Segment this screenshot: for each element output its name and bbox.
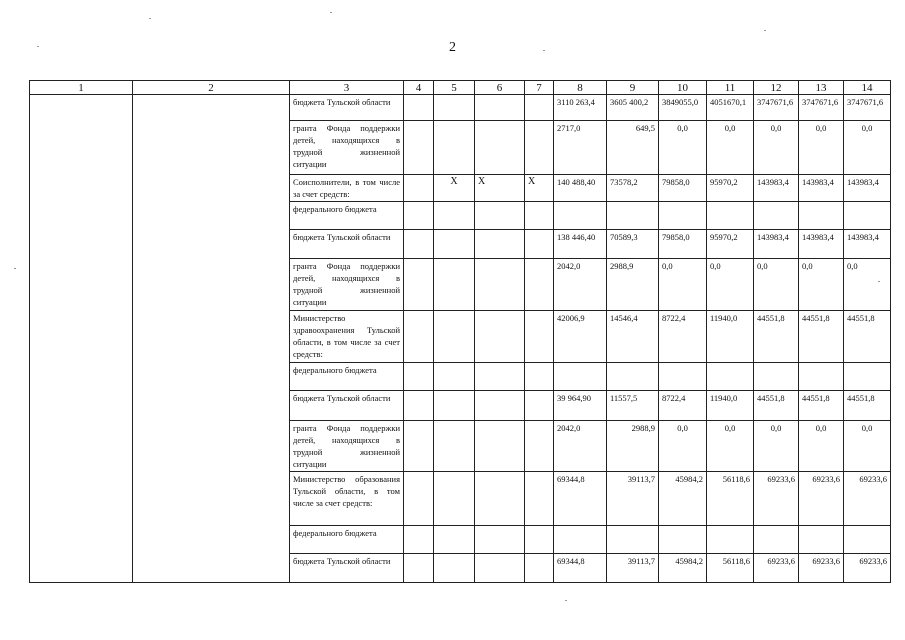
value-cell: 44551,8	[844, 311, 891, 363]
col6-cell	[475, 259, 525, 311]
value-cell	[754, 202, 799, 230]
col7-cell	[525, 421, 554, 472]
value-cell: 39113,7	[607, 554, 659, 583]
value-cell: 0,0	[659, 421, 707, 472]
value-cell: 0,0	[799, 259, 844, 311]
header-cell: 14	[844, 81, 891, 95]
header-cell: 8	[554, 81, 607, 95]
value-cell	[799, 202, 844, 230]
value-cell	[554, 363, 607, 391]
value-cell	[607, 202, 659, 230]
value-cell: 3747671,6	[754, 95, 799, 121]
col5-cell	[434, 230, 475, 259]
value-cell: 95970,2	[707, 230, 754, 259]
col5-cell	[434, 202, 475, 230]
col7-cell	[525, 202, 554, 230]
value-cell: 69233,6	[799, 554, 844, 583]
col6-cell	[475, 526, 525, 554]
value-cell: 138 446,40	[554, 230, 607, 259]
col7-cell	[525, 95, 554, 121]
value-cell: 3110 263,4	[554, 95, 607, 121]
value-cell	[707, 202, 754, 230]
value-cell: 44551,8	[754, 311, 799, 363]
value-cell: 143983,4	[844, 175, 891, 202]
value-cell	[554, 526, 607, 554]
value-cell: 8722,4	[659, 311, 707, 363]
value-cell	[659, 363, 707, 391]
value-cell: 143983,4	[799, 230, 844, 259]
col6-cell	[475, 230, 525, 259]
col7-cell	[525, 121, 554, 175]
value-cell: 44551,8	[799, 311, 844, 363]
col5-cell	[434, 95, 475, 121]
value-cell: 8722,4	[659, 391, 707, 421]
value-cell	[799, 363, 844, 391]
value-cell	[754, 363, 799, 391]
scan-speck	[543, 50, 545, 51]
value-cell: 69344,8	[554, 472, 607, 526]
value-cell: 69233,6	[844, 472, 891, 526]
page-number: 2	[449, 40, 456, 55]
value-cell: 0,0	[799, 121, 844, 175]
value-cell	[659, 202, 707, 230]
value-cell	[707, 526, 754, 554]
header-cell: 7	[525, 81, 554, 95]
value-cell: 143983,4	[799, 175, 844, 202]
value-cell: 56118,6	[707, 554, 754, 583]
value-cell: 649,5	[607, 121, 659, 175]
value-cell: 2042,0	[554, 421, 607, 472]
value-cell: 79858,0	[659, 230, 707, 259]
value-cell: 11940,0	[707, 311, 754, 363]
value-cell: 44551,8	[844, 391, 891, 421]
value-cell: 11557,5	[607, 391, 659, 421]
scan-speck	[878, 281, 880, 282]
budget-table	[29, 80, 891, 583]
header-cell: 10	[659, 81, 707, 95]
col7-cell	[525, 526, 554, 554]
col7-cell	[525, 554, 554, 583]
col4-cell	[404, 202, 434, 230]
col6-cell: Х	[475, 175, 525, 202]
value-cell	[554, 202, 607, 230]
row-description: Министерство здравоохранения Тульской области, в том числе за счет средств:	[290, 311, 404, 363]
value-cell: 44551,8	[754, 391, 799, 421]
scan-speck	[149, 18, 151, 19]
value-cell: 3747671,6	[799, 95, 844, 121]
col7-cell	[525, 363, 554, 391]
value-cell	[607, 526, 659, 554]
col1-merged-cell	[30, 95, 133, 583]
header-cell: 5	[434, 81, 475, 95]
row-description: гранта Фонда поддержки детей, находящихся в трудной жизненной ситуации	[290, 121, 404, 175]
header-cell: 12	[754, 81, 799, 95]
value-cell: 73578,2	[607, 175, 659, 202]
col6-cell	[475, 391, 525, 421]
value-cell: 0,0	[844, 121, 891, 175]
value-cell: 3747671,6	[844, 95, 891, 121]
header-cell: 1	[30, 81, 133, 95]
value-cell	[844, 526, 891, 554]
value-cell: 69233,6	[754, 472, 799, 526]
col4-cell	[404, 121, 434, 175]
value-cell	[659, 526, 707, 554]
col7-cell	[525, 472, 554, 526]
value-cell: 44551,8	[799, 391, 844, 421]
value-cell: 2988,9	[607, 259, 659, 311]
value-cell: 140 488,40	[554, 175, 607, 202]
col6-cell	[475, 95, 525, 121]
value-cell: 79858,0	[659, 175, 707, 202]
value-cell	[844, 202, 891, 230]
col2-merged-cell	[133, 95, 290, 583]
value-cell: 45984,2	[659, 554, 707, 583]
value-cell: 69233,6	[844, 554, 891, 583]
col5-cell	[434, 472, 475, 526]
col5-cell: Х	[434, 175, 475, 202]
col5-cell	[434, 259, 475, 311]
value-cell: 70589,3	[607, 230, 659, 259]
col4-cell	[404, 391, 434, 421]
header-cell: 3	[290, 81, 404, 95]
scan-speck	[330, 12, 332, 13]
value-cell	[799, 526, 844, 554]
value-cell: 45984,2	[659, 472, 707, 526]
value-cell: 56118,6	[707, 472, 754, 526]
col7-cell	[525, 230, 554, 259]
value-cell: 11940,0	[707, 391, 754, 421]
col4-cell	[404, 175, 434, 202]
col5-cell	[434, 311, 475, 363]
value-cell: 143983,4	[844, 230, 891, 259]
value-cell: 0,0	[707, 421, 754, 472]
header-cell: 11	[707, 81, 754, 95]
col4-cell	[404, 554, 434, 583]
value-cell: 2717,0	[554, 121, 607, 175]
value-cell: 0,0	[844, 421, 891, 472]
value-cell: 0,0	[754, 121, 799, 175]
value-cell: 0,0	[659, 121, 707, 175]
value-cell: 4051670,1	[707, 95, 754, 121]
value-cell: 0,0	[754, 259, 799, 311]
scan-speck	[764, 30, 766, 31]
value-cell	[754, 526, 799, 554]
col4-cell	[404, 363, 434, 391]
row-description: бюджета Тульской области	[290, 230, 404, 259]
col7-cell: Х	[525, 175, 554, 202]
col4-cell	[404, 95, 434, 121]
scan-speck	[565, 600, 567, 601]
row-description: гранта Фонда поддержки детей, находящихся в трудной жизненной ситуации	[290, 421, 404, 472]
row-description: гранта Фонда поддержки детей, находящихся в трудной жизненной ситуации	[290, 259, 404, 311]
col6-cell	[475, 421, 525, 472]
col5-cell	[434, 391, 475, 421]
value-cell: 3849055,0	[659, 95, 707, 121]
value-cell: 143983,4	[754, 230, 799, 259]
header-cell: 6	[475, 81, 525, 95]
value-cell: 0,0	[707, 259, 754, 311]
scan-speck	[37, 46, 39, 47]
row-description: Соисполнители, в том числе за счет средств:	[290, 175, 404, 202]
row-description: федерального бюджета	[290, 363, 404, 391]
col4-cell	[404, 526, 434, 554]
value-cell: 39 964,90	[554, 391, 607, 421]
col6-cell	[475, 121, 525, 175]
value-cell: 2042,0	[554, 259, 607, 311]
col6-cell	[475, 311, 525, 363]
value-cell: 2988,9	[607, 421, 659, 472]
value-cell	[844, 363, 891, 391]
col4-cell	[404, 230, 434, 259]
header-cell: 2	[133, 81, 290, 95]
value-cell	[707, 363, 754, 391]
col5-cell	[434, 363, 475, 391]
col5-cell	[434, 526, 475, 554]
row-description: бюджета Тульской области	[290, 554, 404, 583]
scan-speck	[14, 268, 16, 269]
col6-cell	[475, 363, 525, 391]
row-description: бюджета Тульской области	[290, 95, 404, 121]
col6-cell	[475, 554, 525, 583]
value-cell: 0,0	[844, 259, 891, 311]
header-row	[30, 81, 891, 95]
header-cell: 13	[799, 81, 844, 95]
col4-cell	[404, 311, 434, 363]
col4-cell	[404, 259, 434, 311]
row-description: Министерство образования Тульской области, в том числе за счет средств:	[290, 472, 404, 526]
row-description: федерального бюджета	[290, 202, 404, 230]
row-description: бюджета Тульской области	[290, 391, 404, 421]
value-cell: 69344,8	[554, 554, 607, 583]
value-cell: 69233,6	[799, 472, 844, 526]
value-cell: 3605 400,2	[607, 95, 659, 121]
col4-cell	[404, 421, 434, 472]
col6-cell	[475, 202, 525, 230]
col7-cell	[525, 391, 554, 421]
value-cell: 0,0	[754, 421, 799, 472]
header-cell: 9	[607, 81, 659, 95]
value-cell: 0,0	[659, 259, 707, 311]
value-cell: 69233,6	[754, 554, 799, 583]
value-cell	[607, 363, 659, 391]
value-cell: 0,0	[707, 121, 754, 175]
col5-cell	[434, 421, 475, 472]
col4-cell	[404, 472, 434, 526]
value-cell: 143983,4	[754, 175, 799, 202]
col6-cell	[475, 472, 525, 526]
table-row	[30, 95, 891, 121]
col7-cell	[525, 311, 554, 363]
value-cell: 42006,9	[554, 311, 607, 363]
value-cell: 14546,4	[607, 311, 659, 363]
row-description: федерального бюджета	[290, 526, 404, 554]
col7-cell	[525, 259, 554, 311]
value-cell: 95970,2	[707, 175, 754, 202]
value-cell: 39113,7	[607, 472, 659, 526]
col5-cell	[434, 554, 475, 583]
value-cell: 0,0	[799, 421, 844, 472]
header-cell: 4	[404, 81, 434, 95]
col5-cell	[434, 121, 475, 175]
